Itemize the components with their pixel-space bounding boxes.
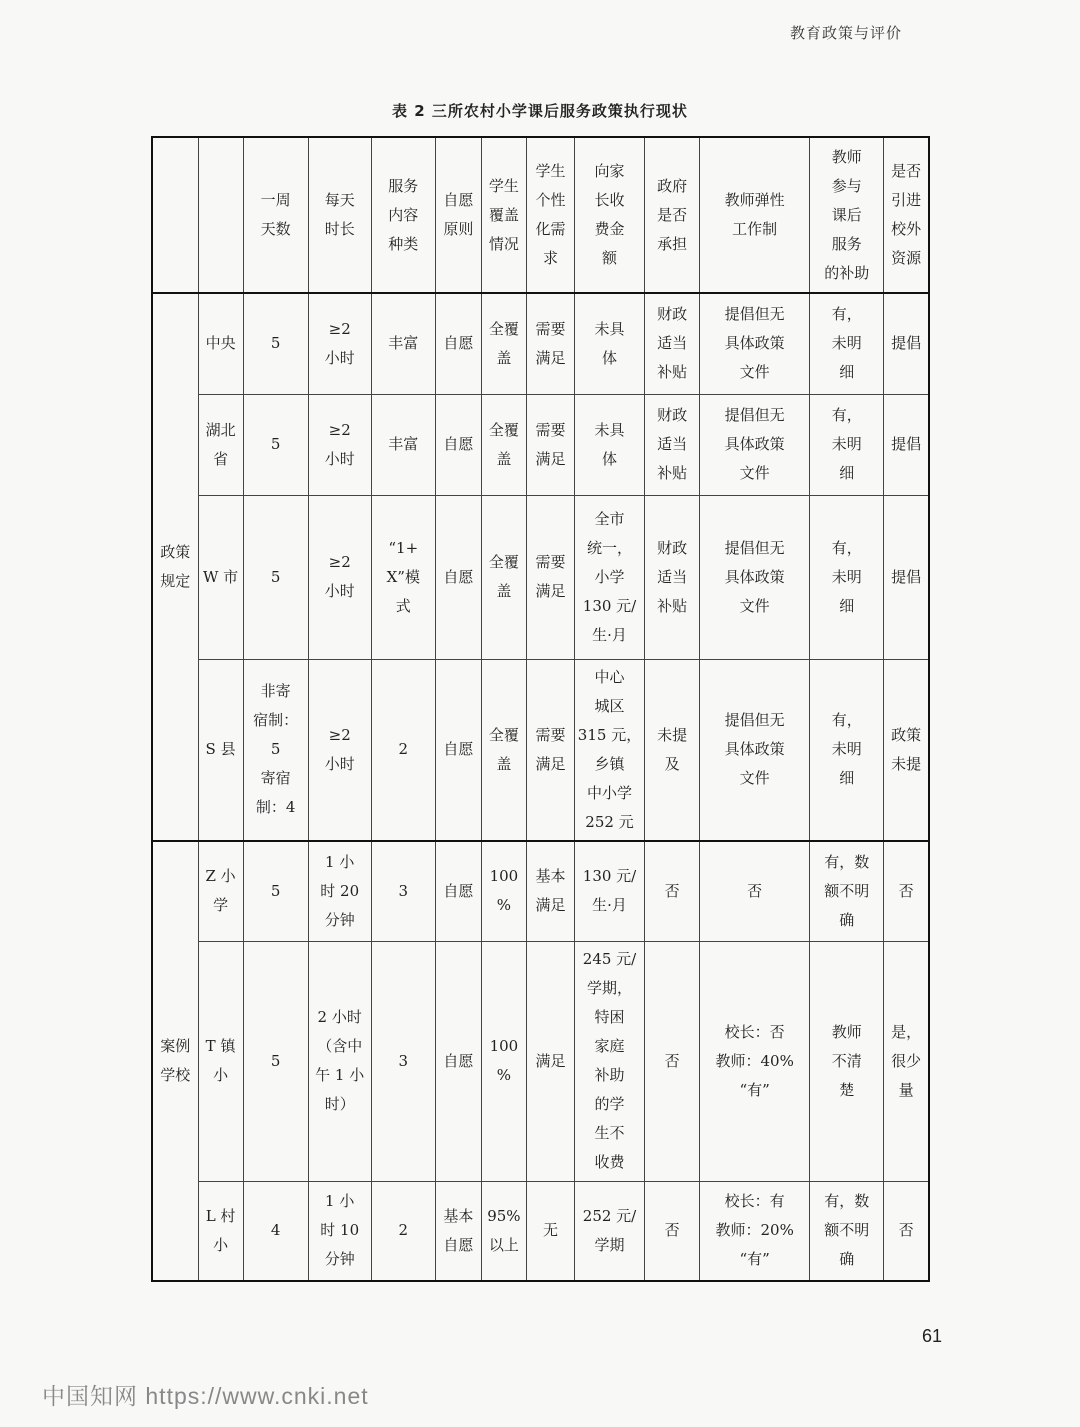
table-cell: 基本 自愿 bbox=[435, 1181, 481, 1281]
table-cell: 全覆 盖 bbox=[481, 659, 526, 841]
header-row bbox=[152, 137, 929, 293]
table-row bbox=[152, 941, 929, 1181]
table-cell: 245 元/ 学期， 特困 家庭 补助 的学 生不 收费 bbox=[574, 941, 644, 1181]
table-cell: 财政 适当 补贴 bbox=[645, 293, 700, 394]
table-cell: 自愿 bbox=[435, 495, 481, 659]
table-cell: 未具 体 bbox=[574, 293, 644, 394]
table-cell: 全市 统一， 小学 130 元/ 生·月 bbox=[574, 495, 644, 659]
table-cell: 自愿 bbox=[435, 394, 481, 495]
table-cell: 全覆 盖 bbox=[481, 495, 526, 659]
header-external-resources: 是否 引进 校外 资源 bbox=[884, 137, 929, 293]
table-cell: ≥2 小时 bbox=[308, 495, 371, 659]
table-cell: 校长：否 教师：40% “有” bbox=[700, 941, 810, 1181]
table-cell: 提倡 bbox=[884, 293, 929, 394]
table-cell: 丰富 bbox=[371, 394, 435, 495]
table-cell: 是， 很少 量 bbox=[884, 941, 929, 1181]
table-cell: 财政 适当 补贴 bbox=[645, 495, 700, 659]
table-cell: 有，数 额不明 确 bbox=[810, 1181, 884, 1281]
header-daily-duration: 每天 时长 bbox=[308, 137, 371, 293]
header-flex-work: 教师弹性 工作制 bbox=[700, 137, 810, 293]
watermark: 中国知网 https://www.cnki.net bbox=[42, 1383, 369, 1409]
header-personalized-needs: 学生 个性 化需 求 bbox=[526, 137, 574, 293]
table-cell: Z 小 学 bbox=[198, 841, 243, 941]
table-cell: 非寄 宿制： 5 寄宿 制：4 bbox=[243, 659, 308, 841]
table-cell: 否 bbox=[700, 841, 810, 941]
table-row bbox=[152, 495, 929, 659]
group-label: 政策 规定 bbox=[152, 293, 198, 841]
table-cell: 有， 未明 细 bbox=[810, 659, 884, 841]
table-cell: 全覆 盖 bbox=[481, 293, 526, 394]
table-cell: 否 bbox=[645, 1181, 700, 1281]
table-cell: 2 小时 （含中 午 1 小 时） bbox=[308, 941, 371, 1181]
table-caption: 表 2 三所农村小学课后服务政策执行现状 bbox=[392, 102, 688, 120]
table-cell: 需要 满足 bbox=[526, 293, 574, 394]
table-cell: 需要 满足 bbox=[526, 394, 574, 495]
table-cell: 100 % bbox=[481, 841, 526, 941]
table-cell: 未具 体 bbox=[574, 394, 644, 495]
table-cell: S 县 bbox=[198, 659, 243, 841]
header-gov-funded: 政府 是否 承担 bbox=[645, 137, 700, 293]
table-cell: 自愿 bbox=[435, 841, 481, 941]
table-cell: 5 bbox=[243, 394, 308, 495]
table-cell: 满足 bbox=[526, 941, 574, 1181]
table-cell: 无 bbox=[526, 1181, 574, 1281]
table-cell: W 市 bbox=[198, 495, 243, 659]
table-cell: 有，数 额不明 确 bbox=[810, 841, 884, 941]
table-cell: 95% 以上 bbox=[481, 1181, 526, 1281]
table-cell: 5 bbox=[243, 495, 308, 659]
table-cell: L 村 小 bbox=[198, 1181, 243, 1281]
table-cell: 100 % bbox=[481, 941, 526, 1181]
table-cell: 提倡但无 具体政策 文件 bbox=[700, 394, 810, 495]
table-cell: 需要 满足 bbox=[526, 659, 574, 841]
table-cell: ≥2 小时 bbox=[308, 394, 371, 495]
table-cell: 3 bbox=[371, 941, 435, 1181]
table-row bbox=[152, 1181, 929, 1281]
table-cell: 1 小 时 10 分钟 bbox=[308, 1181, 371, 1281]
table-cell: 提倡 bbox=[884, 394, 929, 495]
table-cell: 否 bbox=[884, 1181, 929, 1281]
table-cell: 财政 适当 补贴 bbox=[645, 394, 700, 495]
table-cell: 3 bbox=[371, 841, 435, 941]
table-cell: 湖北 省 bbox=[198, 394, 243, 495]
header-cell bbox=[152, 137, 198, 293]
table-row bbox=[152, 293, 929, 394]
table-cell: 中央 bbox=[198, 293, 243, 394]
page-number: 61 bbox=[921, 1326, 942, 1346]
table-cell: 校长：有 教师：20% “有” bbox=[700, 1181, 810, 1281]
table-cell: T 镇 小 bbox=[198, 941, 243, 1181]
table-cell: 未提 及 bbox=[645, 659, 700, 841]
header-coverage: 学生 覆盖 情况 bbox=[481, 137, 526, 293]
table-cell: 4 bbox=[243, 1181, 308, 1281]
header-cell bbox=[198, 137, 243, 293]
header-service-types: 服务 内容 种类 bbox=[371, 137, 435, 293]
header-days-per-week: 一周 天数 bbox=[243, 137, 308, 293]
table-cell: 需要 满足 bbox=[526, 495, 574, 659]
group-label: 案例 学校 bbox=[152, 841, 198, 1281]
table-cell: 有， 未明 细 bbox=[810, 394, 884, 495]
header-parent-fee: 向家 长收 费金 额 bbox=[574, 137, 644, 293]
table-row bbox=[152, 841, 929, 941]
table-cell: 否 bbox=[645, 841, 700, 941]
table-cell: 教师 不清 楚 bbox=[810, 941, 884, 1181]
table-cell: 5 bbox=[243, 293, 308, 394]
table-cell: 否 bbox=[884, 841, 929, 941]
table-row bbox=[152, 394, 929, 495]
running-head: 教育政策与评价 bbox=[789, 24, 902, 42]
table-cell: ≥2 小时 bbox=[308, 659, 371, 841]
table-cell: 基本 满足 bbox=[526, 841, 574, 941]
table-cell: 自愿 bbox=[435, 293, 481, 394]
header-teacher-subsidy: 教师 参与 课后 服务 的补助 bbox=[810, 137, 884, 293]
table-cell: 自愿 bbox=[435, 941, 481, 1181]
table-row bbox=[152, 659, 929, 841]
table-cell: 5 bbox=[243, 941, 308, 1181]
header-voluntary: 自愿 原则 bbox=[435, 137, 481, 293]
table-cell: 有， 未明 细 bbox=[810, 293, 884, 394]
table-cell: 130 元/ 生·月 bbox=[574, 841, 644, 941]
table-cell: 1 小 时 20 分钟 bbox=[308, 841, 371, 941]
table-cell: 政策 未提 bbox=[884, 659, 929, 841]
table-cell: 2 bbox=[371, 1181, 435, 1281]
table-cell: 有， 未明 细 bbox=[810, 495, 884, 659]
table-cell: 自愿 bbox=[435, 659, 481, 841]
table-cell: 丰富 bbox=[371, 293, 435, 394]
table-cell: ≥2 小时 bbox=[308, 293, 371, 394]
table-cell: 中心 城区 315 元， 乡镇 中小学 252 元 bbox=[574, 659, 644, 841]
table-cell: 全覆 盖 bbox=[481, 394, 526, 495]
table-cell: 252 元/ 学期 bbox=[574, 1181, 644, 1281]
table-cell: 提倡 bbox=[884, 495, 929, 659]
table-cell: 否 bbox=[645, 941, 700, 1181]
table-cell: 5 bbox=[243, 841, 308, 941]
table-cell: “1+ X”模 式 bbox=[371, 495, 435, 659]
table-cell: 提倡但无 具体政策 文件 bbox=[700, 659, 810, 841]
policy-table bbox=[151, 136, 930, 1282]
table-cell: 提倡但无 具体政策 文件 bbox=[700, 293, 810, 394]
table-cell: 提倡但无 具体政策 文件 bbox=[700, 495, 810, 659]
table-cell: 2 bbox=[371, 659, 435, 841]
